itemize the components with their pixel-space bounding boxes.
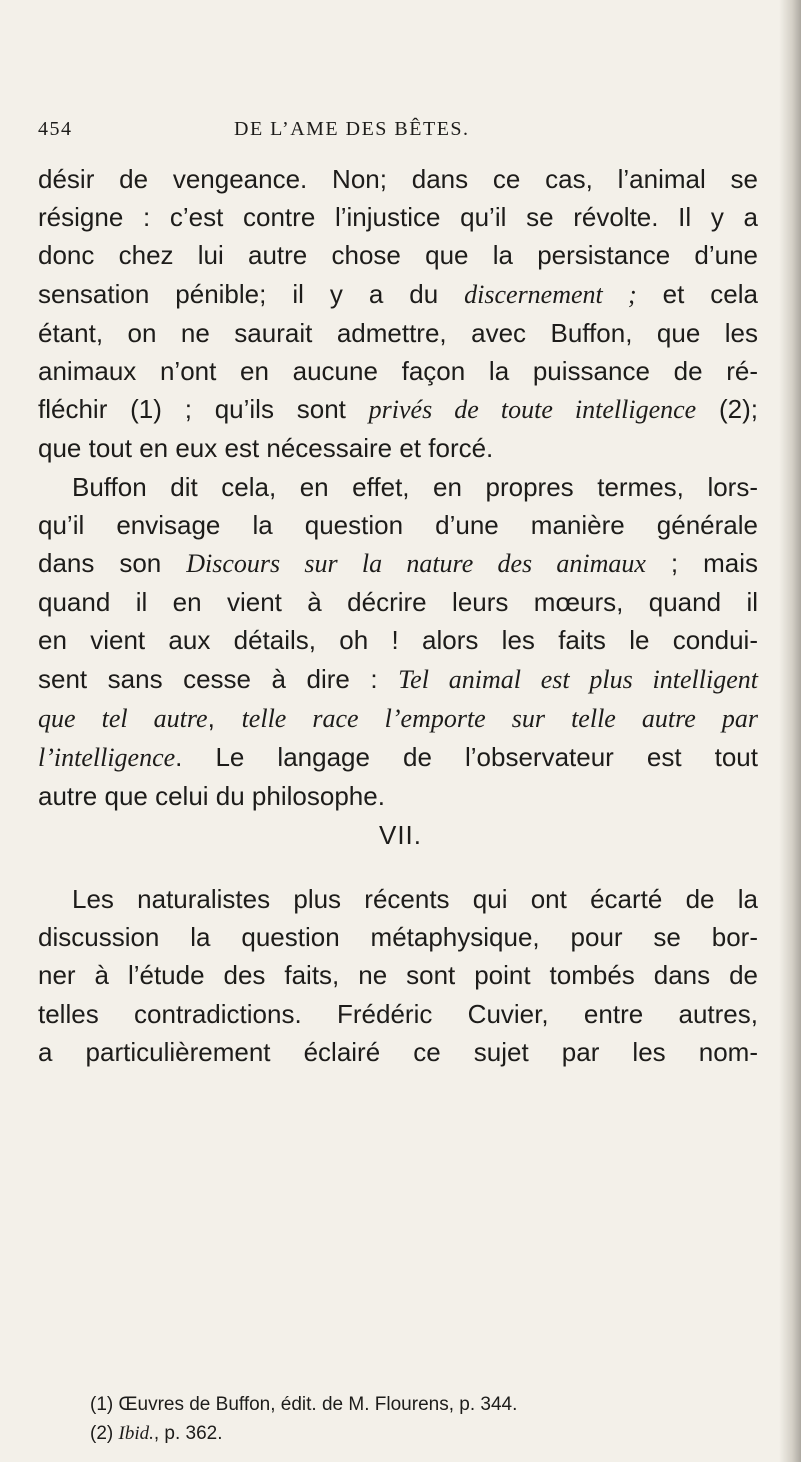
text-line: Buffon dit cela, en effet, en propres termes, lors-: [72, 471, 758, 502]
text-line: que tout en eux est nécessaire et forcé.: [38, 433, 494, 464]
text-run: sent sans cesse à dire :: [38, 663, 399, 694]
text-line: Les naturalistes plus récents qui ont écarté de la: [72, 884, 758, 914]
main-text-block: [38, 160, 758, 815]
text-line: autre que celui du philosophe.: [38, 781, 385, 812]
italic-text: l’intelligence: [38, 743, 176, 773]
text-line: ner à l’étude des faits, ne sont point tombés dans de: [38, 960, 758, 991]
italic-text: que tel autre: [38, 703, 208, 733]
text-line: discussion la question métaphysique, pour se bor-: [38, 922, 758, 953]
text-line: [38, 699, 758, 738]
italic-text: Ibid.: [118, 1423, 154, 1444]
text-run: , p. 362.: [153, 1423, 223, 1444]
text-line: étant, on ne saurait admettre, avec Buffon, que les: [38, 317, 758, 348]
footnote-1: (1) Œuvres de Buffon, édit. de M. Flourens, p. 344.: [90, 1394, 518, 1415]
text-run: ,: [207, 702, 242, 733]
italic-text: telle race l’emporte sur telle autre par: [241, 703, 758, 733]
text-line: donc chez lui autre chose que la persistance d’une: [38, 240, 758, 271]
text-run: fléchir (1) ; qu’ils sont: [38, 394, 369, 425]
footnotes: [90, 1390, 740, 1448]
text-line: [38, 275, 758, 314]
italic-text: discernement ;: [464, 279, 637, 309]
page-number: 454: [38, 118, 73, 140]
text-run: . Le langage de l’observateur est tout: [175, 742, 758, 773]
text-line: en vient aux détails, oh ! alors les faits le condui-: [38, 625, 758, 656]
text-run: dans son: [38, 548, 187, 579]
text-line: désir de vengeance. Non; dans ce cas, l’animal se: [38, 164, 758, 194]
text-line: [38, 660, 758, 699]
text-run: sensation pénible; il y a du: [38, 278, 465, 309]
text-line: qu’il envisage la question d’une manière générale: [38, 509, 758, 540]
section-text-block: [38, 880, 758, 1071]
footnote-2: [90, 1419, 740, 1448]
text-line: résigne : c’est contre l’injustice qu’il se révolte. Il y a: [38, 202, 758, 233]
text-run: (2);: [696, 394, 758, 425]
text-line: quand il en vient à décrire leurs mœurs, quand il: [38, 587, 758, 618]
page-header: [38, 118, 758, 148]
running-head: DE L’AME DES BÊTES.: [234, 118, 470, 140]
text-line: [38, 738, 758, 777]
text-line: a particulièrement éclairé ce sujet par les nom-: [38, 1036, 758, 1067]
page-edge-shadow: [779, 0, 801, 1462]
text-run: ; mais: [645, 548, 758, 579]
italic-text: privés de toute intelligence: [368, 395, 697, 425]
text-line: telles contradictions. Frédéric Cuvier, entre autres,: [38, 998, 758, 1029]
section-heading: VII.: [378, 820, 422, 850]
text-line: [38, 544, 758, 583]
italic-text: Tel animal est plus intelligent: [398, 664, 758, 694]
text-run: et cela: [636, 278, 758, 309]
text-run: (2): [90, 1423, 119, 1444]
text-line: [38, 390, 758, 429]
italic-text: Discours sur la nature des animaux: [186, 549, 646, 579]
text-line: animaux n’ont en aucune façon la puissance de ré-: [38, 356, 758, 387]
